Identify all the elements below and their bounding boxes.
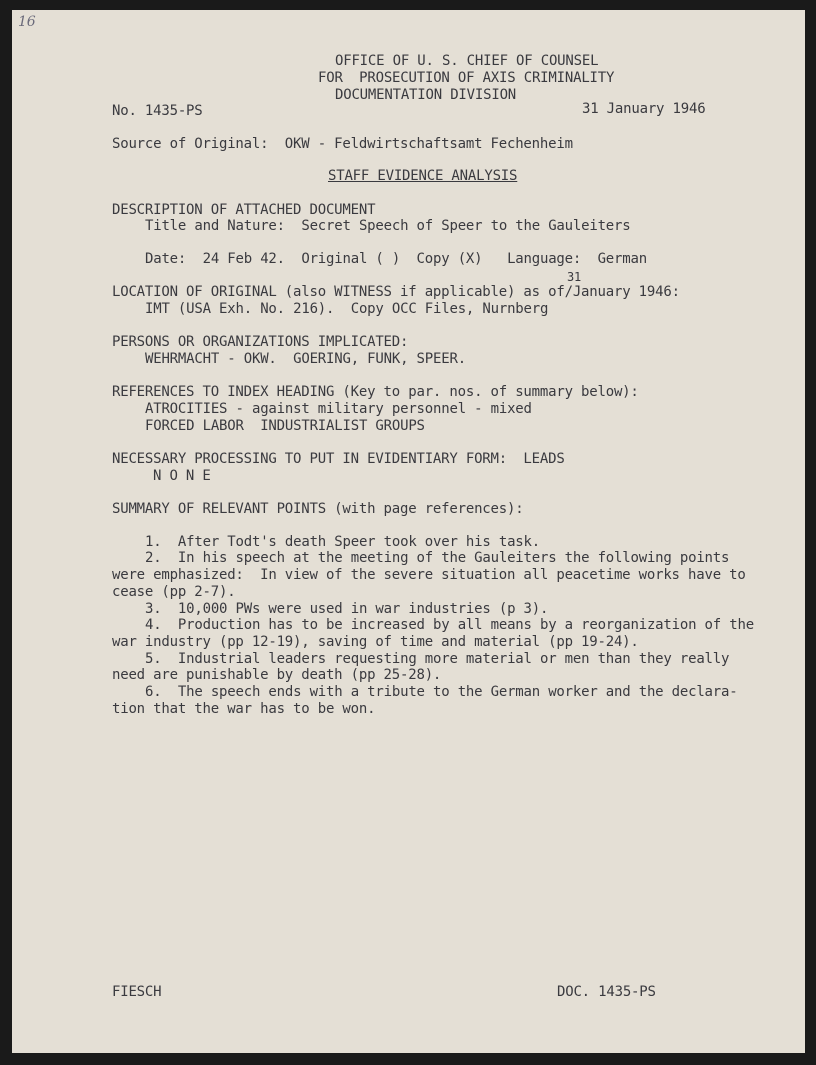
header-line-1: OFFICE OF U. S. CHIEF OF COUNSEL — [335, 53, 599, 69]
header-line-2: FOR PROSECUTION OF AXIS CRIMINALITY — [318, 70, 615, 86]
title-and-nature: Title and Nature: Secret Speech of Speer to the Gauleiters — [145, 218, 631, 234]
summary-line: were emphasized: In view of the severe situation all peacetime works have to — [112, 567, 746, 583]
location-text: LOCATION OF ORIGINAL (also WITNESS if applicable) as of — [112, 284, 565, 300]
summary-line: 2. In his speech at the meeting of the Gauleiters the following points — [145, 550, 730, 566]
summary-line: 3. 10,000 PWs were used in war industries (p 3). — [145, 601, 549, 617]
location-date-end: /January 1946: — [564, 284, 680, 300]
summary-line: need are punishable by death (pp 25-28). — [112, 667, 442, 683]
doc-number: No. 1435-PS — [112, 103, 203, 119]
analysis-title: STAFF EVIDENCE ANALYSIS — [328, 168, 518, 184]
document-page — [12, 10, 805, 1053]
persons-heading: PERSONS OR ORGANIZATIONS IMPLICATED: — [112, 334, 409, 350]
summary-line: war industry (pp 12-19), saving of time and material (pp 19-24). — [112, 634, 639, 650]
footer-left: FIESCH — [112, 984, 162, 1000]
source-of-original: Source of Original: OKW - Feldwirtschaftsamt Fechenheim — [112, 136, 573, 152]
processing-value: N O N E — [153, 468, 211, 484]
footer-right: DOC. 1435-PS — [557, 984, 656, 1000]
summary-line: 1. After Todt's death Speer took over his task. — [145, 534, 540, 550]
summary-line: cease (pp 2-7). — [112, 584, 236, 600]
references-line-1: ATROCITIES - against military personnel - mixed — [145, 401, 532, 417]
summary-line: 5. Industrial leaders requesting more material or men than they really — [145, 651, 730, 667]
references-heading: REFERENCES TO INDEX HEADING (Key to par. nos. of summary below): — [112, 384, 639, 400]
location-superscript: 31 — [567, 270, 582, 284]
corner-note: 16 — [18, 14, 36, 30]
date-line: Date: 24 Feb 42. Original ( ) Copy (X) Language: German — [145, 251, 647, 267]
persons-line: WEHRMACHT - OKW. GOERING, FUNK, SPEER. — [145, 351, 466, 367]
summary-line: 6. The speech ends with a tribute to the German worker and the declara- — [145, 684, 738, 700]
doc-date: 31 January 1946 — [582, 101, 706, 117]
references-line-2: FORCED LABOR INDUSTRIALIST GROUPS — [145, 418, 425, 434]
summary-line: tion that the war has to be won. — [112, 701, 376, 717]
processing-heading: NECESSARY PROCESSING TO PUT IN EVIDENTIARY FORM: LEADS — [112, 451, 565, 467]
summary-line: 4. Production has to be increased by all means by a reorganization of the — [145, 617, 754, 633]
location-line-1 — [112, 284, 680, 301]
location-line-2: IMT (USA Exh. No. 216). Copy OCC Files, Nurnberg — [145, 301, 549, 317]
description-heading: DESCRIPTION OF ATTACHED DOCUMENT — [112, 202, 376, 218]
summary-heading: SUMMARY OF RELEVANT POINTS (with page references): — [112, 501, 524, 517]
header-line-3: DOCUMENTATION DIVISION — [335, 87, 517, 103]
